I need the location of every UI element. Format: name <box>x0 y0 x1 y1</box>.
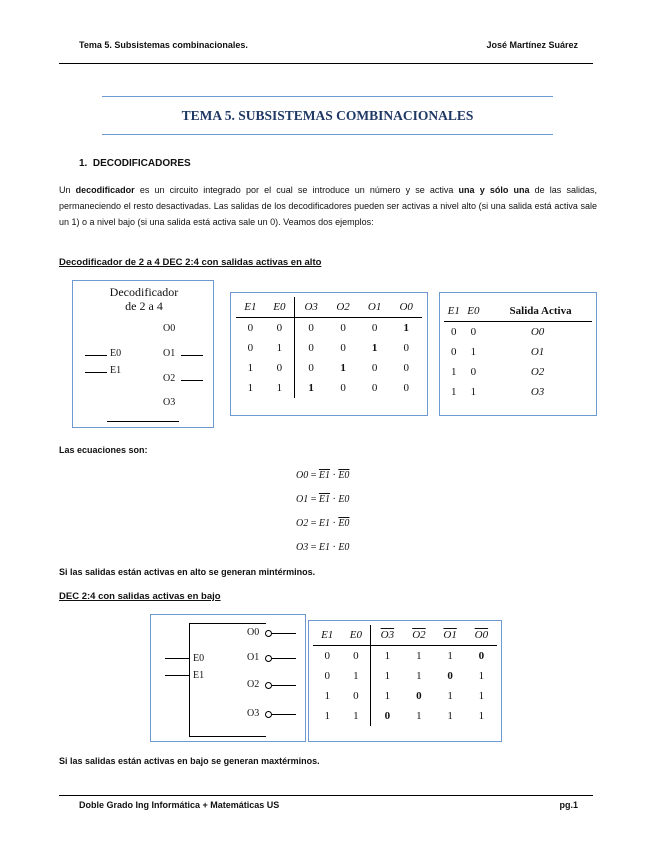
table-row: 0 0 O0 <box>451 326 545 338</box>
table-header: E1 E0 O3 O2 O1 O0 <box>236 297 422 318</box>
subheading-active-high: Decodificador de 2 a 4 DEC 2:4 con salidas activas en alto <box>59 257 322 268</box>
output-label: O2 <box>163 373 176 384</box>
subheading-active-low: DEC 2:4 con salidas activas en bajo <box>59 591 221 602</box>
footer-left: Doble Grado Ing Informática + Matemáticas US <box>79 800 280 810</box>
input-wire <box>85 355 107 356</box>
active-output-table <box>439 292 597 416</box>
equations-intro: Las ecuaciones son: <box>59 445 148 455</box>
decoder-active-low-diagram <box>150 614 306 742</box>
table-row: 0 1 O1 <box>451 346 545 358</box>
inversion-bubble <box>265 711 272 718</box>
table-row: 1 0 1 0 1 1 <box>313 686 497 706</box>
input-label: E0 <box>193 653 205 664</box>
equation-o1: O1 = E1 · E0 <box>296 494 350 505</box>
equation-o0: O0 = E1 · E0 <box>296 470 350 481</box>
section-heading <box>79 158 191 169</box>
intro-paragraph: Un decodificador es un circuito integrado por el cual se introduce un número y se activa una y sólo una de las salidas, permaneciendo el resto desactivadas. Las salidas de los decodificadores pueden ser activas a nivel alto (si una salida está activa sale un 1) o a nivel bajo (si una salida está activa sale un 0). Veamos dos ejemplos: <box>59 185 597 227</box>
decoder-block-diagram <box>72 280 214 428</box>
section-number: 1. <box>79 158 88 169</box>
table-row: 0 0 1 1 1 0 <box>313 646 497 667</box>
output-label: O0 <box>247 627 260 638</box>
table-row: 0 1 1 1 0 1 <box>313 666 497 686</box>
table-row: 1 1 O3 <box>451 386 545 398</box>
minterm-note: Si las salidas están activas en alto se generan mintérminos. <box>59 567 316 577</box>
page-number: pg.1 <box>559 800 578 810</box>
output-label: O1 <box>247 652 260 663</box>
truth-table-active-low <box>308 620 502 742</box>
header-right: José Martínez Suárez <box>486 40 578 50</box>
output-label: O2 <box>247 679 260 690</box>
table-row: 1 1 1 0 0 0 <box>236 378 422 398</box>
output-wire <box>272 714 296 715</box>
table-row: 0 0 0 0 0 1 <box>236 318 422 339</box>
maxterm-note: Si las salidas están activas en bajo se generan maxtérminos. <box>59 756 320 766</box>
input-label: E1 <box>110 365 122 376</box>
title-rule-top <box>102 96 553 97</box>
output-wire <box>181 355 203 356</box>
table-header: E1 E0 O3 O2 O1 O0 <box>313 625 497 646</box>
title-rule-bottom <box>102 134 553 135</box>
table-row: 1 0 O2 <box>451 366 545 378</box>
output-wire <box>181 380 203 381</box>
input-label: E1 <box>193 670 205 681</box>
input-wire <box>85 372 107 373</box>
page-title: TEMA 5. SUBSISTEMAS COMBINACIONALES <box>181 108 474 123</box>
output-wire <box>272 685 296 686</box>
header-rule <box>59 63 593 64</box>
output-label: O0 <box>163 323 176 334</box>
output-wire <box>272 658 296 659</box>
output-label: O3 <box>163 397 176 408</box>
table-row: 1 1 0 1 1 1 <box>313 706 497 726</box>
inversion-bubble <box>265 682 272 689</box>
output-wire <box>272 633 296 634</box>
truth-table-active-high <box>230 292 428 416</box>
block-title: Decodificador de 2 a 4 <box>109 285 179 313</box>
input-wire <box>165 658 189 659</box>
input-label: E0 <box>110 348 122 359</box>
inversion-bubble <box>265 655 272 662</box>
equation-o2: O2 = E1 · E0 <box>296 518 350 529</box>
table-header: E1 E0 Salida Activa <box>444 301 592 322</box>
output-label: O3 <box>247 708 260 719</box>
inversion-bubble <box>265 630 272 637</box>
footer-rule <box>59 795 593 796</box>
block-base-line <box>107 421 179 422</box>
header-left: Tema 5. Subsistemas combinacionales. <box>79 40 248 50</box>
input-wire <box>165 675 189 676</box>
output-label: O1 <box>163 348 176 359</box>
table-row: 0 1 0 0 1 0 <box>236 338 422 358</box>
table-row: 1 0 0 1 0 0 <box>236 358 422 378</box>
equation-o3: O3 = E1 · E0 <box>296 542 350 553</box>
section-title: DECODIFICADORES <box>92 158 191 169</box>
